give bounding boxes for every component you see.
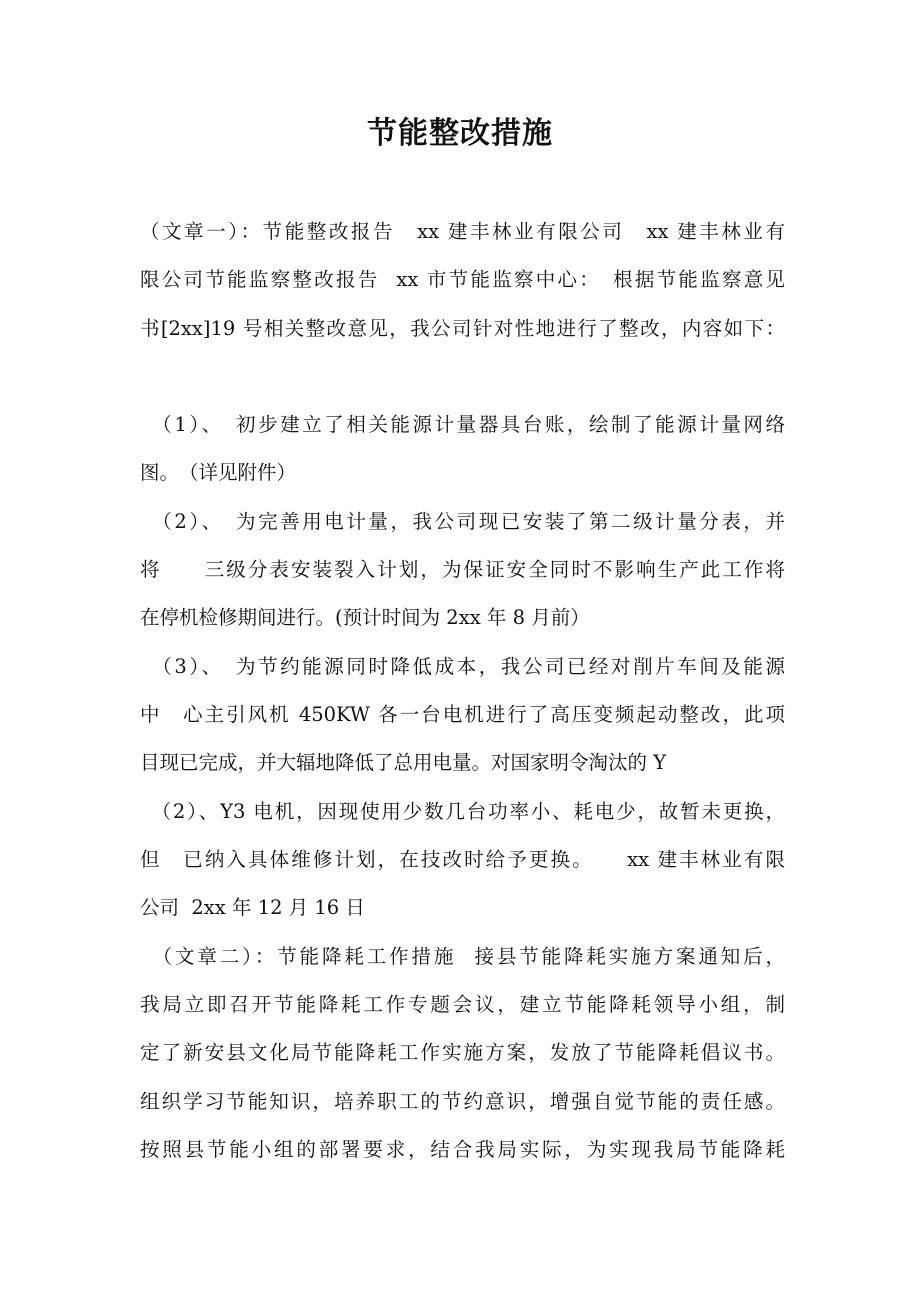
body-line-4: （1）、 初步建立了相关能源计量器具台账，绘制了能源计量网络 [140, 413, 785, 436]
body-line-15: （文章二）：节能降耗工作措施 接县节能降耗实施方案通知后， [140, 945, 785, 968]
body-line-7: 将 三级分表安装裂入计划，为保证安全同时不影响生产此工作将 [140, 558, 785, 581]
body-line-13: 但 已纳入具体维修计划，在技改时给予更换。 xx 建丰林业有限 [140, 848, 785, 871]
body-line-14: 公司 2xx 年 12 月 16 日 [140, 896, 365, 919]
body-line-2: 限公司节能监察整改报告 xx 市节能监察中心： 根据节能监察意见 [140, 268, 785, 291]
body-line-16: 我局立即召开节能降耗工作专题会议，建立节能降耗领导小组，制 [140, 993, 785, 1016]
body-line-1: （文章一）：节能整改报告 xx 建丰林业有限公司 xx 建丰林业有 [140, 220, 785, 243]
body-line-12: （2）、Y3 电机，因现使用少数几台功率小、耗电少，故暂未更换， [140, 800, 785, 823]
body-line-19: 按照县节能小组的部署要求，结合我局实际，为实现我局节能降耗 [140, 1138, 785, 1161]
page-title: 节能整改措施 [367, 116, 553, 151]
body-line-5: 图。 （详见附件） [140, 461, 297, 484]
body-line-3: 书[2xx]19 号相关整改意见，我公司针对性地进行了整改，内容如下： [140, 317, 785, 340]
body-line-11: 目现已完成，并大辐地降低了总用电量。对国家明令淘汰的 Y [140, 751, 667, 774]
body-line-17: 定了新安县文化局节能降耗工作实施方案，发放了节能降耗倡议书。 [140, 1041, 785, 1064]
body-line-18: 组织学习节能知识，培养职工的节约意识，增强自觉节能的责任感。 [140, 1090, 785, 1113]
body-line-6: （2）、 为完善用电计量，我公司现已安装了第二级计量分表，并 [140, 510, 785, 533]
body-line-9: （3）、 为节约能源同时降低成本，我公司已经对削片车间及能源 [140, 655, 785, 678]
body-line-8: 在停机检修期间进行。(预计时间为 2xx 年 8 月前） [140, 606, 590, 629]
body-line-10: 中 心主引风机 450KW 各一台电机进行了高压变频起动整改，此项 [140, 703, 785, 726]
